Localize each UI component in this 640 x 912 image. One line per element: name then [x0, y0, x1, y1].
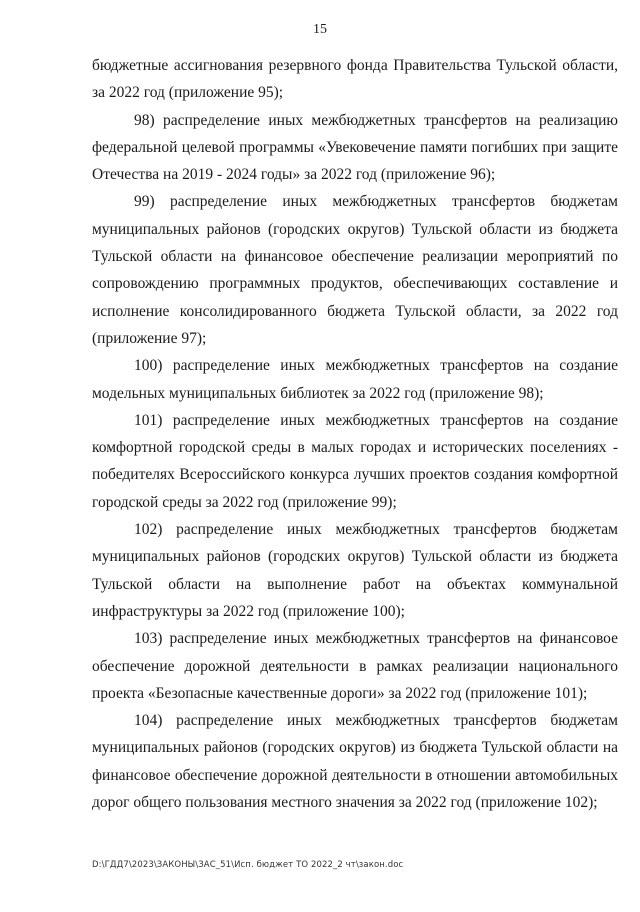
page-number: 15	[313, 22, 327, 37]
list-item-101: 101) распределение иных межбюджетных трансфертов на создание комфортной городской среды в малых городах и исторических поселениях - победителях Всероссийского конкурса лучших проектов создания комфортной городской среды за 2022 год (приложение 99);	[92, 411, 618, 511]
list-item-100: 100) распределение иных межбюджетных трансфертов на создание модельных муниципальных библиотек за 2022 год (приложение 98);	[92, 357, 618, 402]
list-item-102: 102) распределение иных межбюджетных трансфертов бюджетам муниципальных районов (городских округов) Тульской области из бюджета Тульской области на выполнение работ на объектах коммунальной инфраструктуры за 2022 год (приложение 100);	[92, 521, 618, 620]
list-item-104: 104) распределение иных межбюджетных трансфертов бюджетам муниципальных районов (городских округов) из бюджета Тульской области на финансовое обеспечение дорожной деятельности в отношении автомобильных дорог общего пользования местного значения за 2022 год (приложение 102);	[92, 712, 618, 812]
file-path-footer: D:\ГДД7\2023\ЗАКОНЫ\ЗАС_51\Исп. бюджет ТО 2022_2 чт\закон.doc	[92, 860, 404, 870]
list-item-103: 103) распределение иных межбюджетных трансфертов на финансовое обеспечение дорожной деятельности в рамках реализации национального проекта «Безопасные качественные дороги» за 2022 год (приложение 101);	[92, 630, 618, 702]
continuation-paragraph: бюджетные ассигнования резервного фонда Правительства Тульской области, за 2022 год (приложение 95);	[92, 57, 618, 102]
list-item-98: 98) распределение иных межбюджетных трансфертов на реализацию федеральной целевой программы «Увековечение памяти погибших при защите Отечества на 2019 - 2024 годы» за 2022 год (приложение 96);	[92, 111, 618, 184]
document-body	[92, 52, 618, 816]
list-item-99: 99) распределение иных межбюджетных трансфертов бюджетам муниципальных районов (городских округов) Тульской области из бюджета Тульской области на финансовое обеспечение реализации мероприятий по сопровождению программных продуктов, обеспечивающих составление и исполнение консолидированного бюджета Тульской области, за 2022 год (приложение 97);	[92, 193, 618, 347]
